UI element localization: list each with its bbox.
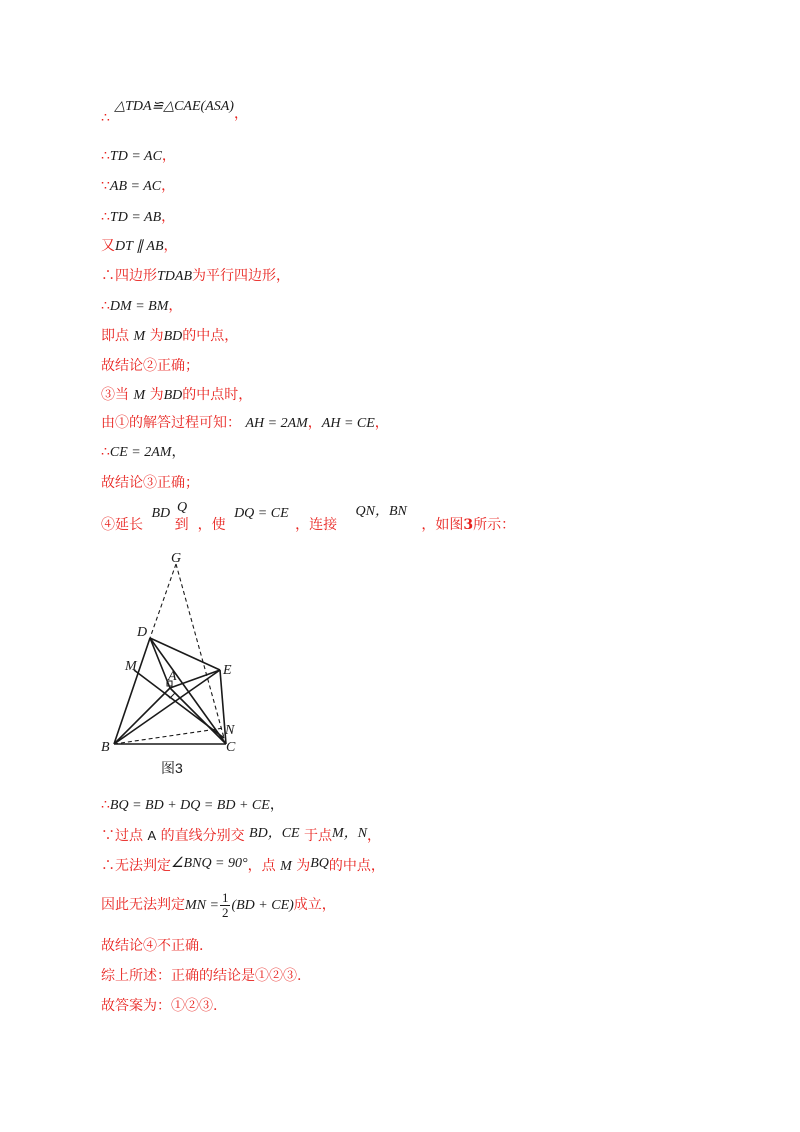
segment-ba — [114, 688, 170, 744]
conclusion-text: 故结论③正确； — [101, 475, 199, 491]
line-lead: ∵ — [101, 178, 110, 194]
line-tail: 为平行四边形， — [192, 268, 290, 284]
line-text: 的直线分别交 — [160, 828, 245, 844]
proof-line-fraction — [101, 888, 336, 922]
proof-line — [101, 296, 182, 317]
segment-ae — [170, 670, 220, 688]
punctuation: ， — [168, 298, 183, 314]
punctuation: ， — [163, 238, 178, 254]
point-letter: A — [147, 828, 157, 843]
proof-line — [101, 266, 290, 287]
segment-bd — [114, 638, 150, 744]
line-text: ④延长 — [101, 517, 143, 533]
point-label-e: E — [223, 663, 232, 678]
line-text: 到 — [174, 517, 189, 533]
line-tail: 的中点， — [182, 328, 239, 344]
punctuation: ， — [307, 415, 322, 431]
line-text: 所示： — [473, 517, 516, 533]
math-expression: AH = CE — [321, 416, 375, 431]
proof-line — [101, 236, 178, 257]
fraction-numerator: 1 — [221, 889, 229, 905]
math-expression: BD — [163, 329, 183, 344]
line-lead: ③当 — [101, 387, 129, 403]
point-label-c: C — [226, 740, 236, 755]
summary-text: 综上所述：正确的结论是①②③. — [101, 968, 302, 984]
line-mid: 为 — [149, 328, 164, 344]
math-expression: Q — [177, 500, 188, 515]
line-text: ，使 — [197, 517, 226, 533]
math-expression: M — [133, 329, 146, 344]
punctuation: ， — [161, 209, 176, 225]
math-expression: M，N — [332, 826, 368, 841]
line-lead: ∴ — [101, 444, 110, 460]
math-expression: TD = AB — [109, 210, 162, 225]
math-expression: AH = 2AM — [245, 416, 308, 431]
math-expression: DQ = CE — [234, 506, 289, 521]
proof-line — [101, 856, 385, 877]
math-expression: MN = — [185, 898, 219, 913]
line-tail: 的中点时， — [182, 387, 253, 403]
math-expression: AB = AC — [109, 179, 162, 194]
point-label-m: M — [125, 659, 137, 674]
summary-line — [101, 966, 301, 986]
math-expression: BD，CE — [249, 826, 300, 841]
point-label-n: N — [225, 723, 235, 738]
proof-line — [101, 207, 175, 228]
line-mid: 为 — [149, 387, 164, 403]
line-lead: ∴四边形 — [101, 268, 157, 284]
line-lead: ∴ — [101, 209, 110, 225]
line-text: ∴无法判定 — [101, 858, 171, 874]
line-lead: ∴ — [101, 797, 110, 813]
line-text: 为 — [296, 858, 311, 874]
proof-conclusion — [101, 936, 203, 956]
math-expression: BQ = BD + DQ = BD + CE — [109, 798, 270, 813]
punctuation: ， — [171, 444, 186, 460]
conclusion-text: 故结论④不正确. — [101, 938, 204, 954]
line-text: 因此无法判定 — [101, 897, 185, 913]
point-label-d: D — [137, 625, 148, 640]
line-text: 成立， — [293, 897, 336, 913]
line-text: 的中点， — [328, 858, 385, 874]
line-text: ，点 — [247, 858, 276, 874]
line-text: ，如图 — [421, 517, 464, 533]
punctuation: ， — [233, 106, 248, 122]
dashed-segment-bn — [114, 728, 224, 744]
math-expression: TDAB — [157, 269, 192, 284]
dashed-segment-dg — [150, 564, 176, 638]
proof-line — [101, 442, 185, 463]
proof-line — [101, 413, 389, 434]
answer-line — [101, 996, 217, 1016]
proof-conclusion — [101, 473, 199, 493]
line-text: ∵过点 — [101, 828, 143, 844]
line-lead: 由①的解答过程可知： — [101, 415, 241, 431]
line-lead: 即点 — [101, 328, 129, 344]
math-expression: △TDA≌△CAE — [114, 99, 201, 114]
punctuation: ， — [161, 148, 176, 164]
proof-line — [101, 176, 175, 197]
segment-mn — [134, 670, 224, 738]
math-expression: BD — [151, 506, 171, 521]
proof-line-congruence — [101, 99, 248, 126]
proof-line — [101, 326, 238, 347]
line-lead: ∴ — [101, 148, 110, 164]
punctuation: ， — [161, 178, 176, 194]
dashed-segment-gn — [176, 564, 224, 738]
proof-conclusion — [101, 356, 199, 376]
figure-caption: 图3 — [161, 760, 183, 776]
math-expression: (ASA) — [200, 99, 234, 114]
math-expression: QN，BN — [355, 504, 407, 519]
math-expression: DT ∥ AB — [115, 239, 164, 254]
punctuation: ， — [374, 415, 389, 431]
proof-line — [101, 795, 284, 816]
point-label-b: B — [101, 740, 110, 755]
line-lead: ∴ — [101, 298, 110, 314]
math-expression: M — [133, 388, 146, 403]
math-expression: BQ — [310, 856, 329, 871]
math-expression: BD — [163, 388, 183, 403]
answer-text: 故答案为：①②③. — [101, 998, 218, 1014]
proof-line — [101, 146, 176, 167]
line-text: 于点 — [304, 828, 333, 844]
math-expression: TD = AC — [109, 149, 162, 164]
math-expression: DM = BM — [109, 299, 169, 314]
math-expression: ∠BNQ = 90° — [171, 856, 248, 871]
math-expression: (BD + CE) — [231, 898, 294, 913]
fraction-denominator: 2 — [221, 904, 229, 920]
geometry-figure — [98, 548, 258, 758]
proof-line — [101, 385, 252, 406]
figure-number: 3 — [463, 517, 474, 533]
punctuation: ， — [269, 797, 284, 813]
therefore-symbol: ∴ — [101, 110, 110, 126]
math-expression: CE = 2AM — [109, 445, 172, 460]
point-label-g: G — [171, 551, 182, 566]
punctuation: ， — [367, 828, 382, 844]
proof-line-construction — [101, 500, 516, 541]
math-expression: M — [280, 859, 292, 874]
line-text: ，连接 — [295, 517, 338, 533]
point-label-a: A — [168, 669, 177, 684]
fraction-one-half — [220, 891, 231, 920]
proof-line — [101, 826, 381, 847]
conclusion-text: 故结论②正确； — [101, 358, 199, 374]
line-lead: 又 — [101, 238, 115, 254]
